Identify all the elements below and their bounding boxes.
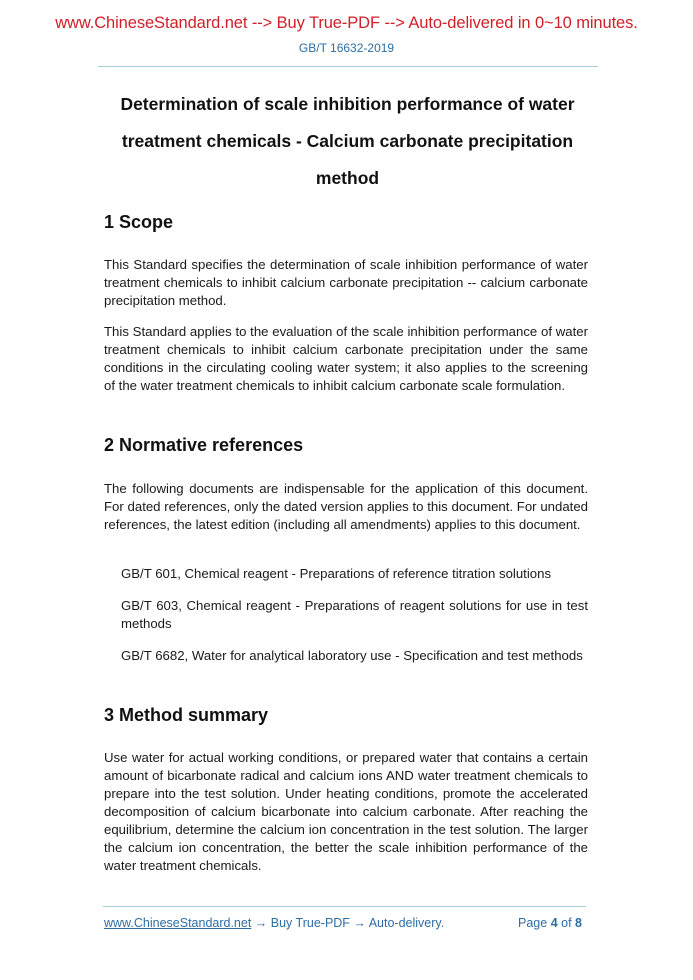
reference-item: GB/T 603, Chemical reagent - Preparations of reagent solutions for use in test methods — [121, 598, 588, 631]
promo-banner: www.ChineseStandard.net --> Buy True-PDF --> Auto-delivered in 0~10 minutes. — [55, 14, 638, 32]
footer-tagline: → Buy True-PDF → Auto-delivery. — [251, 916, 445, 930]
section-heading-scope: 1 Scope — [104, 212, 174, 232]
method-summary-paragraph: Use water for actual working conditions, or prepared water that contains a certain amount of bicarbonate radical and calcium ions AND water treatment chemicals to prepare into the test solution. Under heating conditions, promote the accelerated decomposition of calcium bicarbonate into calcium carbonate. After reaching the equilibrium, determine the calcium ion concentration in the test solution. The larger the calcium ion concentration, the better the scale inhibition performance of the water treatment chemicals. — [104, 750, 588, 873]
page-indicator — [518, 916, 582, 930]
scope-paragraph-1: This Standard specifies the determination of scale inhibition performance of water treatment chemicals to inhibit calcium carbonate precipitation -- calcium carbonate precipitation method. — [104, 257, 588, 308]
reference-item: GB/T 6682, Water for analytical laboratory use - Specification and test methods — [121, 648, 583, 663]
page-footer — [104, 916, 586, 930]
website-link[interactable]: www.ChineseStandard.net — [104, 916, 252, 930]
header-divider — [98, 66, 598, 67]
document-title: Determination of scale inhibition performance of water treatment chemicals - Calcium carbonate precipitation method — [120, 94, 575, 188]
footer-divider — [103, 906, 586, 907]
section-heading-normative-references: 2 Normative references — [104, 435, 304, 455]
section-heading-method-summary: 3 Method summary — [104, 705, 269, 725]
page-of-label: of — [561, 916, 572, 930]
scope-paragraph-2: This Standard applies to the evaluation of the scale inhibition performance of water treatment chemicals to inhibit calcium carbonate precipitation under the same conditions in the circulating cooling water system; it also applies to the screening of the water treatment chemicals to inhibit calcium carbonate scale formulation. — [104, 324, 588, 393]
reference-item: GB/T 601, Chemical reagent - Preparations of reference titration solutions — [121, 566, 552, 581]
normative-references-paragraph: The following documents are indispensable for the application of this document. For dated references, only the dated version applies to this document. For undated references, the latest edition (including all amendments) applies to this document. — [104, 481, 588, 532]
page-total: 8 — [575, 916, 582, 930]
page-current: 4 — [550, 916, 558, 930]
page-label: Page — [518, 916, 548, 930]
standard-code: GB/T 16632-2019 — [298, 41, 395, 55]
